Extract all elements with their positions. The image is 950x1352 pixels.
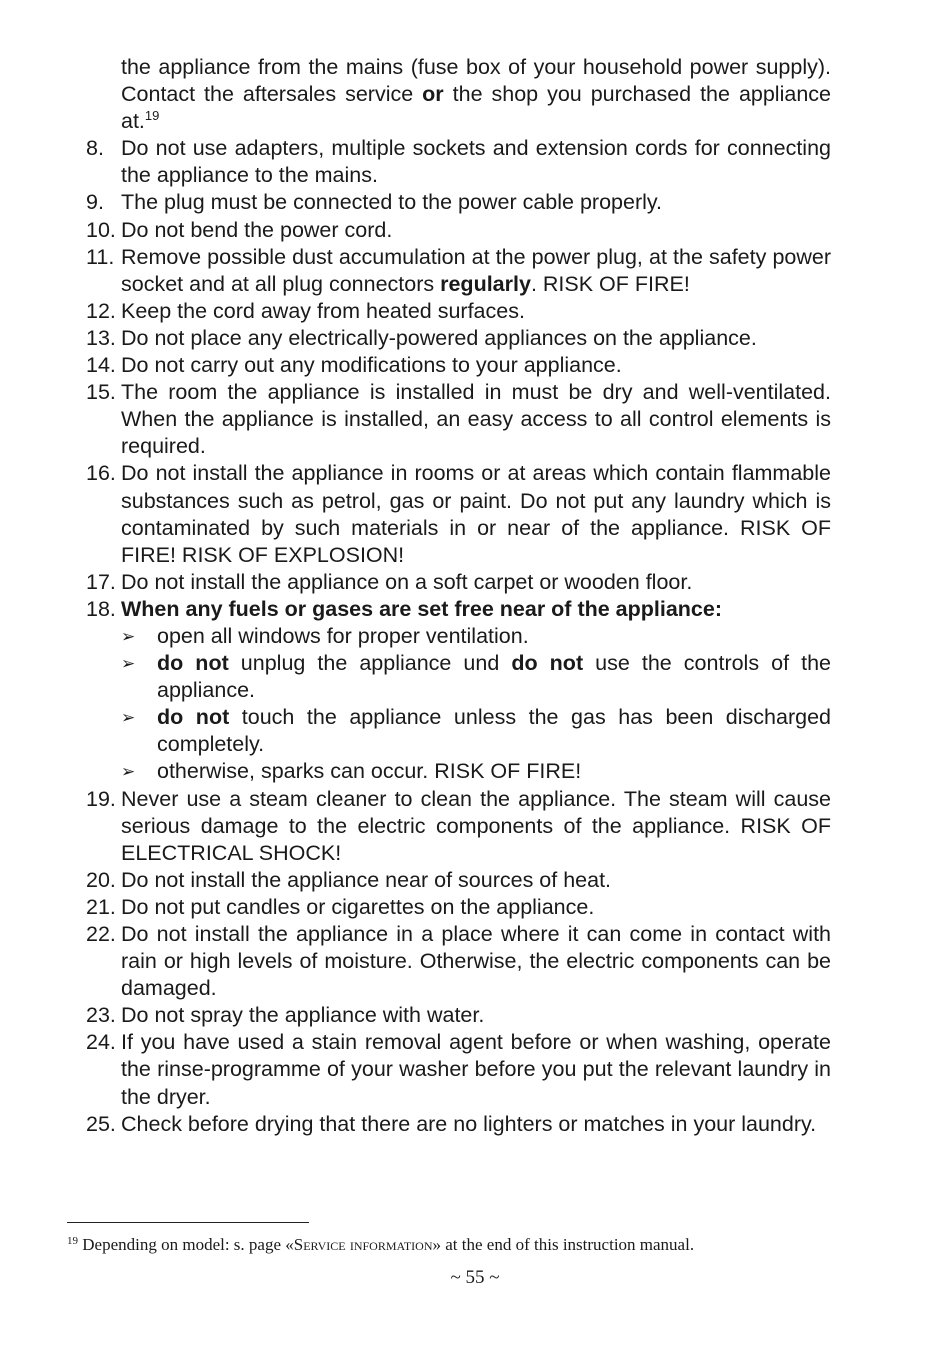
list-item: 23. Do not spray the appliance with water. bbox=[86, 1003, 485, 1028]
footnote-reference: 19 bbox=[144, 108, 160, 124]
list-item: 14. Do not carry out any modifications to your appliance. bbox=[86, 353, 622, 378]
footnote-divider bbox=[67, 1222, 309, 1223]
list-item: 16. Do not install the appliance in rooms or at areas which contain flammable substances such as petrol, gas or paint. Do not put any laundry which is contaminated by such materials in or near of the appliance. RISK OF FIRE! RISK OF EXPLOSION! bbox=[86, 461, 831, 567]
page-number: ~ 55 ~ bbox=[450, 1267, 500, 1288]
safety-instructions bbox=[86, 54, 831, 1138]
list-item: 11. Remove possible dust accumulation at the power plug, at the safety power socket and at all plug connectors regularly. RISK OF FIRE! bbox=[86, 244, 831, 296]
sub-list-item: ➢ otherwise, sparks can occur. RISK OF FIRE! bbox=[86, 758, 831, 785]
arrow-bullet-icon: ➢ bbox=[121, 708, 136, 728]
list-item: 19. Never use a steam cleaner to clean the appliance. The steam will cause serious damage to the electric components of the appliance. RISK OF ELECTRICAL SHOCK! bbox=[86, 786, 831, 865]
intro-continuation: the appliance from the mains (fuse box of your household power supply). Contact the aftersales service or the shop you purchased the appliance at.$^{19}$ bbox=[121, 55, 831, 134]
list-item: 22. Do not install the appliance in a place where it can come in contact with rain or high levels of moisture. Otherwise, the electric components can be damaged. bbox=[86, 922, 831, 1001]
footnote: $^{19}$ Depending on model: s. page «Service information» at the end of this instruction manual. bbox=[67, 1235, 695, 1254]
sub-list-item: ➢ do not unplug the appliance und do not use the controls of the appliance. bbox=[86, 650, 831, 704]
arrow-bullet-icon: ➢ bbox=[121, 626, 136, 646]
list-item: 10. Do not bend the power cord. bbox=[86, 217, 393, 242]
list-item: 20. Do not install the appliance near of sources of heat. bbox=[86, 867, 612, 892]
list-item: 8. Do not use adapters, multiple sockets and extension cords for connecting the appliance to the mains. bbox=[86, 136, 831, 188]
list-item: 15. The room the appliance is installed in must be dry and well-ventilated. When the appliance is installed, an easy access to all control elements is required. bbox=[86, 380, 831, 459]
list-item: 25. Check before drying that there are no lighters or matches in your laundry. bbox=[86, 1111, 817, 1136]
sub-list-item: ➢ do not touch the appliance unless the gas has been discharged completely. bbox=[86, 704, 831, 758]
list-item: 9. The plug must be connected to the power cable properly. bbox=[86, 190, 663, 215]
list-item: 18. When any fuels or gases are set free near of the appliance: bbox=[86, 596, 723, 621]
list-item: 21. Do not put candles or cigarettes on the appliance. bbox=[86, 894, 595, 919]
list-item: 13. Do not place any electrically-powered appliances on the appliance. bbox=[86, 325, 757, 350]
list-item: 12. Keep the cord away from heated surfaces. bbox=[86, 298, 525, 323]
arrow-bullet-icon: ➢ bbox=[121, 654, 136, 674]
sub-list-item: ➢ open all windows for proper ventilation. bbox=[86, 623, 831, 650]
list-item: 24. If you have used a stain removal agent before or when washing, operate the rinse-programme of your washer before you put the relevant laundry in the dryer. bbox=[86, 1030, 831, 1109]
list-item: 17. Do not install the appliance on a soft carpet or wooden floor. bbox=[86, 569, 693, 594]
arrow-bullet-icon: ➢ bbox=[121, 762, 136, 782]
